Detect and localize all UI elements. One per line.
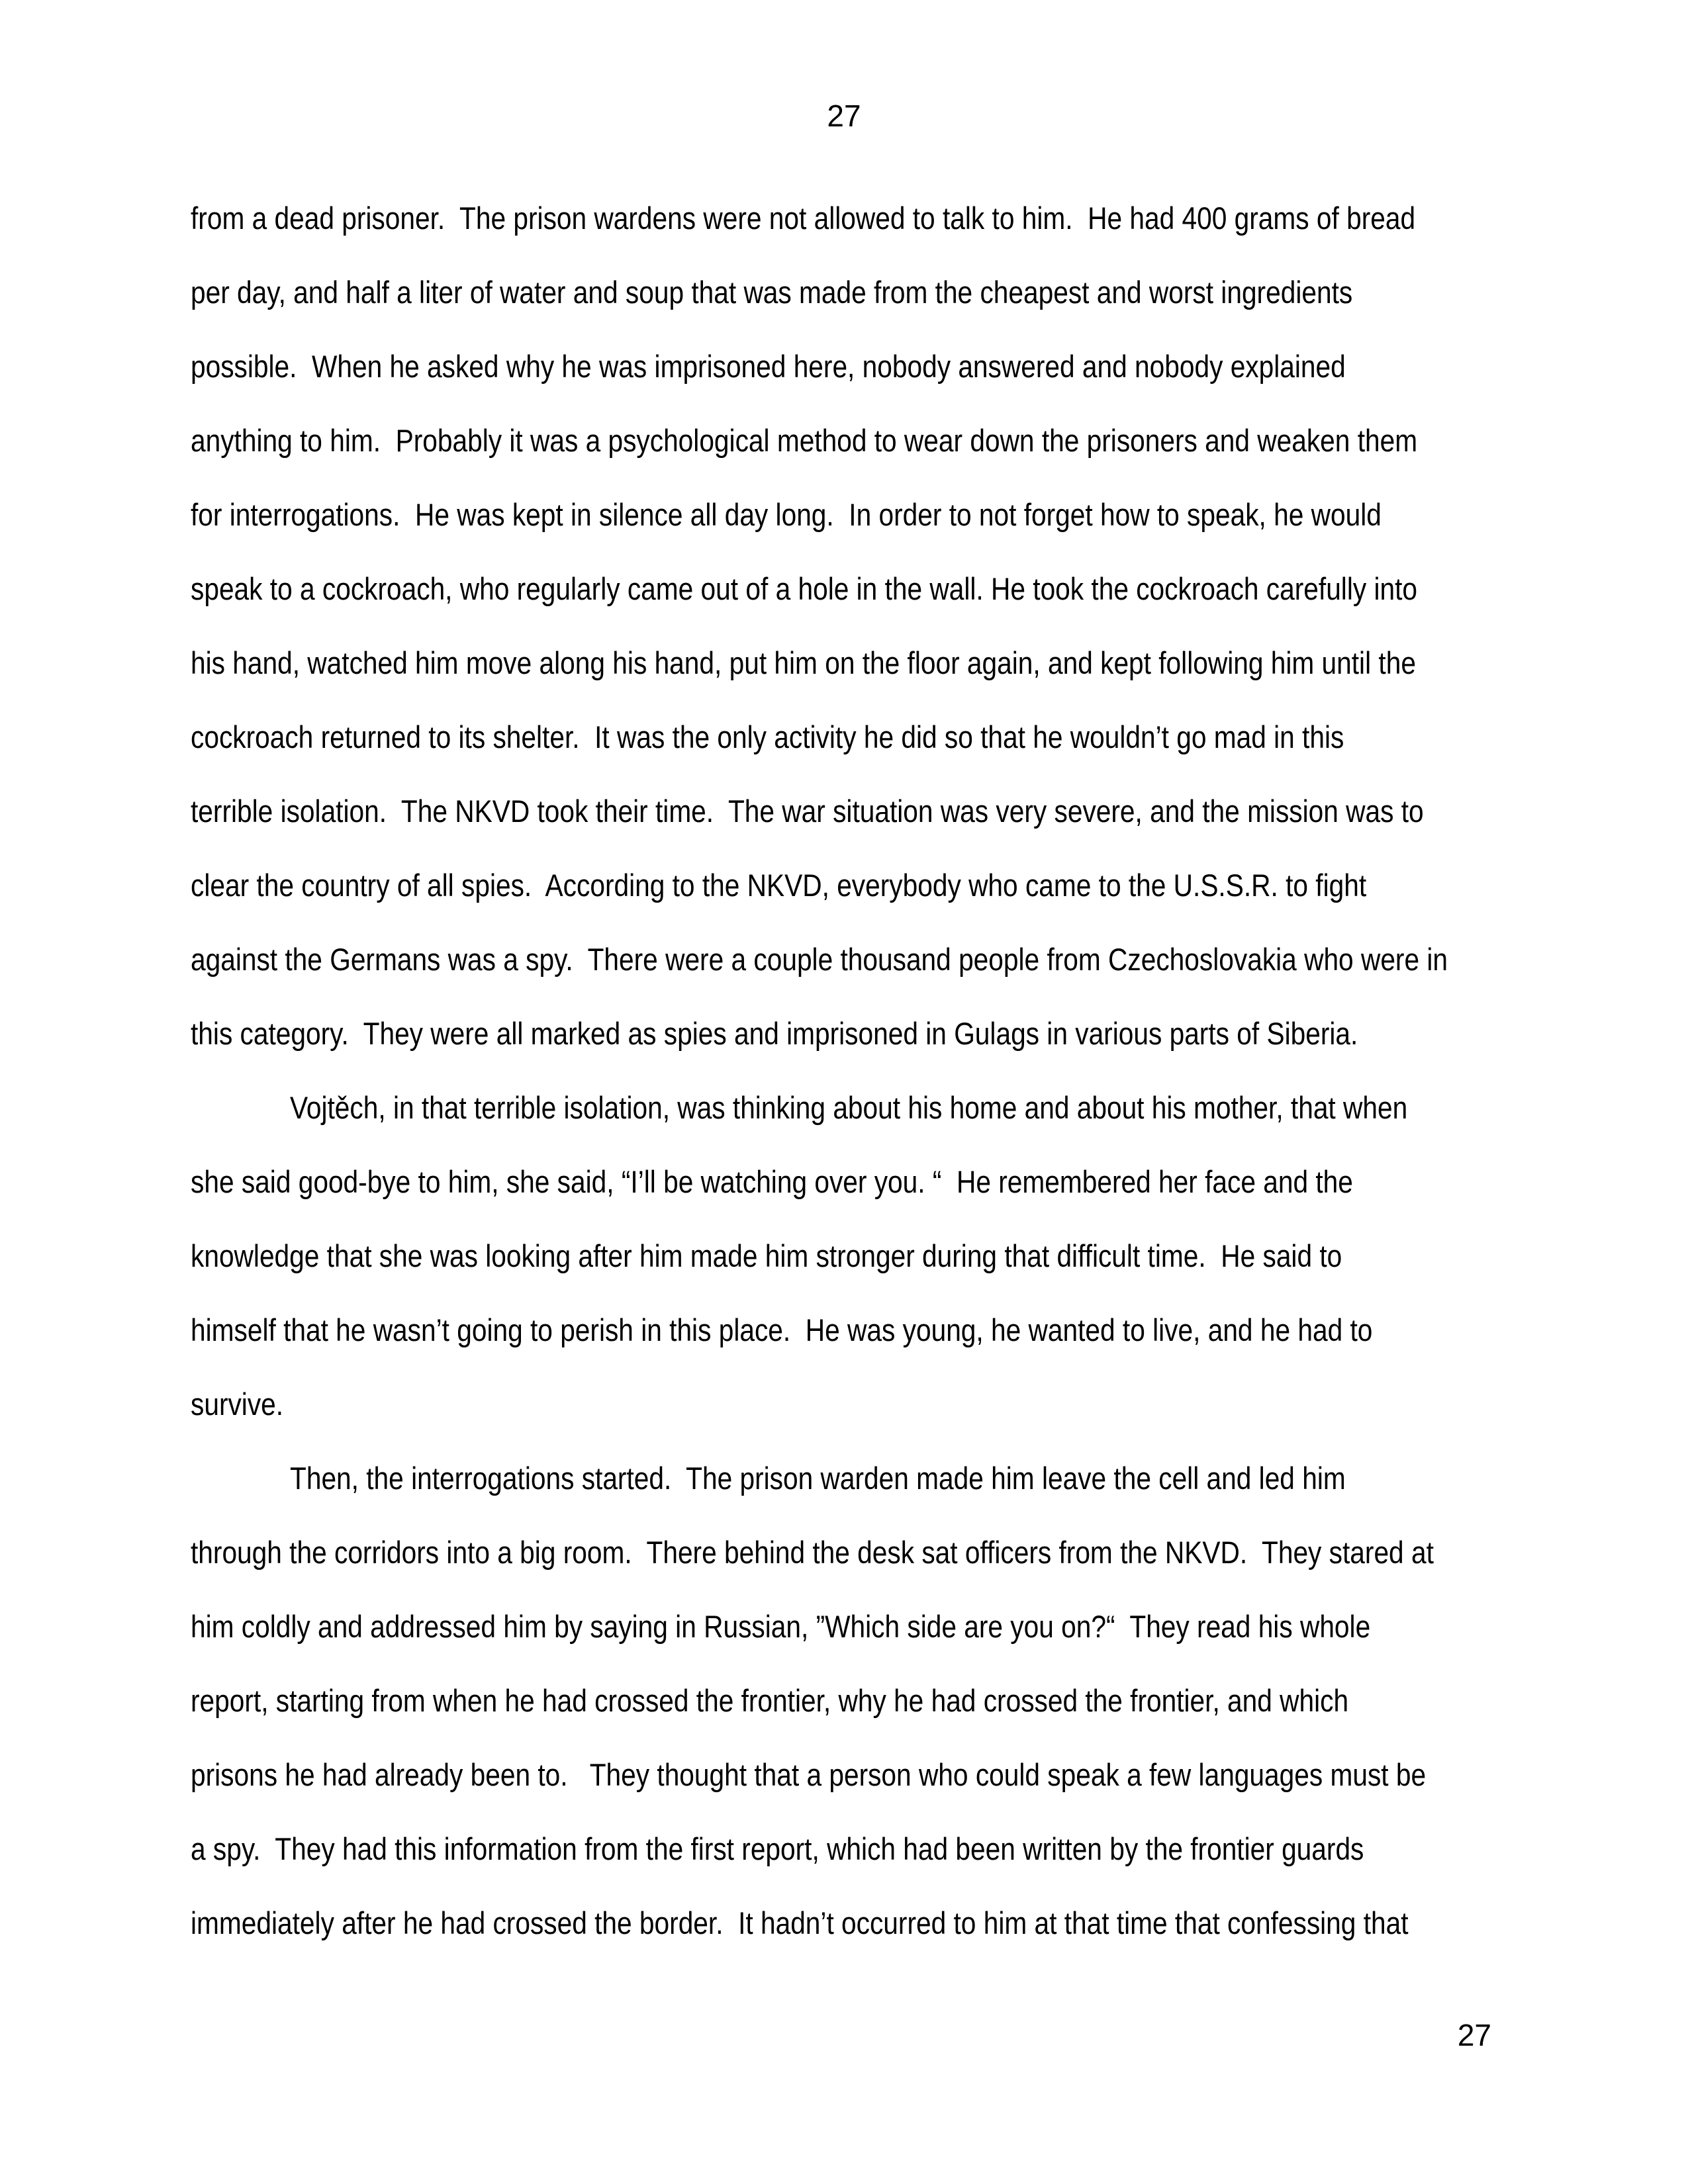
document-body bbox=[191, 181, 1492, 1960]
text-line: himself that he wasn’t going to perish in this place. He was young, he wanted to live, and he had to bbox=[191, 1312, 1373, 1347]
text-line: report, starting from when he had crossed the frontier, why he had crossed the frontier, and which bbox=[191, 1683, 1349, 1718]
text-line: a spy. They had this information from the first report, which had been written by the frontier guards bbox=[191, 1831, 1364, 1866]
text-line: against the Germans was a spy. There were a couple thousand people from Czechoslovakia who were in bbox=[191, 942, 1448, 977]
text-line: anything to him. Probably it was a psychological method to wear down the prisoners and weaken them bbox=[191, 423, 1418, 458]
text-line: through the corridors into a big room. There behind the desk sat officers from the NKVD. They stared at bbox=[191, 1535, 1434, 1570]
text-line: she said good-bye to him, she said, “I’ll be watching over you. “ He remembered her face and the bbox=[191, 1164, 1353, 1199]
text-line: this category. They were all marked as spies and imprisoned in Gulags in various parts of Siberia. bbox=[191, 1016, 1358, 1051]
text-line: terrible isolation. The NKVD took their time. The war situation was very severe, and the mission was to bbox=[191, 794, 1424, 829]
text-line: his hand, watched him move along his hand, put him on the floor again, and kept following him until the bbox=[191, 645, 1416, 680]
text-line: speak to a cockroach, who regularly came out of a hole in the wall. He took the cockroach carefully into bbox=[191, 571, 1418, 606]
page-number-top: 27 bbox=[827, 99, 861, 133]
text-line: from a dead prisoner. The prison wardens were not allowed to talk to him. He had 400 grams of bread bbox=[191, 201, 1416, 236]
text-line: knowledge that she was looking after him made him stronger during that difficult time. He said to bbox=[191, 1238, 1342, 1273]
text-line: per day, and half a liter of water and soup that was made from the cheapest and worst ingredients bbox=[191, 275, 1353, 310]
text-line: clear the country of all spies. According to the NKVD, everybody who came to the U.S.S.R. to fight bbox=[191, 868, 1367, 903]
page-number-bottom: 27 bbox=[1457, 2018, 1491, 2052]
text-line: for interrogations. He was kept in silence all day long. In order to not forget how to speak, he would bbox=[191, 497, 1382, 532]
text-line: survive. bbox=[191, 1387, 284, 1422]
text-line: cockroach returned to its shelter. It was the only activity he did so that he wouldn’t go mad in this bbox=[191, 719, 1344, 754]
text-line: possible. When he asked why he was imprisoned here, nobody answered and nobody explained bbox=[191, 349, 1346, 384]
text-line: prisons he had already been to. They thought that a person who could speak a few languages must be bbox=[191, 1757, 1427, 1792]
text-line: Then, the interrogations started. The prison warden made him leave the cell and led him bbox=[290, 1461, 1346, 1496]
text-line: immediately after he had crossed the border. It hadn’t occurred to him at that time that confessing that bbox=[191, 1905, 1409, 1940]
text-line: Vojtěch, in that terrible isolation, was thinking about his home and about his mother, that when bbox=[290, 1090, 1408, 1125]
text-line: him coldly and addressed him by saying in Russian, ”Which side are you on?“ They read his whole bbox=[191, 1609, 1371, 1644]
